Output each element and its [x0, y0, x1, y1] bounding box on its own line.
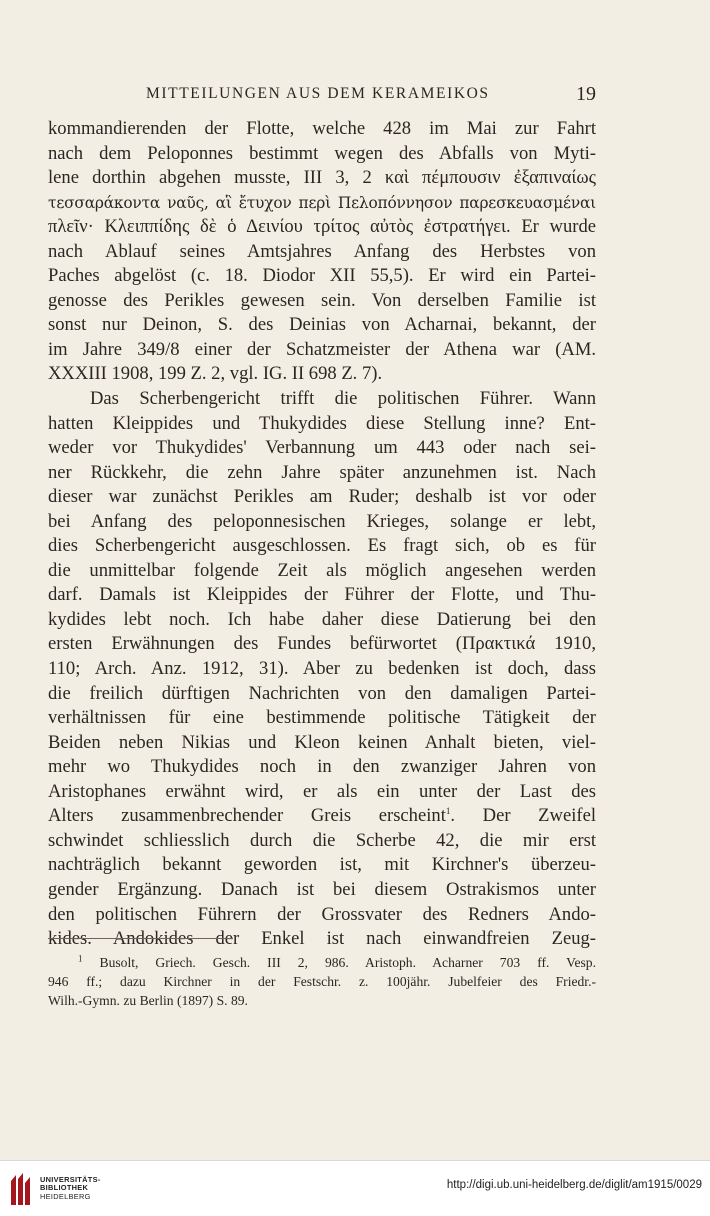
text-line: verhältnissen für eine bestimmende politische Tätigkeit der: [48, 707, 596, 729]
text-line: die freilich dürftigen Nachrichten von den damaligen Partei-: [48, 682, 596, 704]
text-segment: . Der Zweifel: [450, 805, 596, 827]
text-line: nachträglich bekannt geworden ist, mit Kirchner's überzeu-: [48, 854, 596, 876]
text-line: nach Ablauf seines Amtsjahres Anfang des Herbstes von: [48, 240, 596, 262]
footnote-line: 946 ff.; dazu Kirchner in der Festschr. z. 100jähr. Jubelfeier des Friedr.-: [48, 974, 596, 989]
footnote-reference: 1: [445, 806, 451, 817]
text-line: τεσσαράκοντα ναῦς, αἳ ἔτυχον περὶ Πελοπόννησον παρεσκευασμέναι: [48, 193, 596, 212]
text-line: den politischen Führern der Grossvater des Redners Ando-: [48, 903, 596, 925]
text-line: schwindet schliesslich durch die Scherbe 42, die mir erst: [48, 829, 596, 851]
text-line: im Jahre 349/8 einer der Schatzmeister der Athena war (AM.: [48, 338, 596, 360]
text-line: gender Ergänzung. Danach ist bei diesem Ostrakismos unter: [48, 878, 596, 900]
page-number: 19: [576, 83, 596, 105]
text-line: πλεῖν· Κλειππίδης δὲ ὁ Δεινίου τρίτος αὐτὸς ἐστρατήγει. Er wurde: [48, 216, 596, 238]
library-name-line: BIBLIOTHEK: [40, 1183, 89, 1193]
text-line: Beiden neben Nikias und Kleon keinen Anhalt bieten, viel-: [48, 731, 596, 753]
permalink-url[interactable]: http://digi.ub.uni-heidelberg.de/diglit/am1915/0029: [446, 1179, 702, 1191]
university-library-logo-icon: [8, 1171, 34, 1207]
text-line: kides. Andokides der Enkel ist nach einwandfreien Zeug-: [48, 928, 596, 950]
library-name: [40, 1176, 101, 1201]
footnotes: [48, 953, 596, 1010]
text-line: sonst nur Deinon, S. des Deinias von Acharnai, bekannt, der: [48, 314, 596, 336]
library-name-line: UNIVERSITÄTS-: [40, 1175, 101, 1184]
text-line: XXXIII 1908, 199 Z. 2, vgl. IG. II 698 Z. 7).: [48, 363, 383, 385]
footnote-line: Wilh.-Gymn. zu Berlin (1897) S. 89.: [48, 993, 248, 1008]
footnote-number: 1: [78, 953, 83, 964]
footnote-divider: [48, 938, 233, 939]
text-line: dieser war zunächst Perikles am Ruder; deshalb ist vor oder: [48, 486, 596, 508]
text-line: kydides lebt noch. Ich habe daher diese Datierung bei den: [48, 608, 596, 630]
running-head: [48, 85, 596, 111]
text-line: ersten Erwähnungen des Fundes befürwortet (Πρακτικά 1910,: [48, 633, 596, 655]
footnote-line: [48, 953, 596, 972]
text-line: bei Anfang des peloponnesischen Krieges, solange er lebt,: [48, 510, 596, 532]
text-line: darf. Damals ist Kleippides der Führer der Flotte, und Thu-: [48, 584, 596, 606]
text-line: lene dorthin abgehen musste, III 3, 2 καὶ πέμπουσιν ἐξαπιναίως: [48, 167, 596, 189]
text-line: 110; Arch. Anz. 1912, 31). Aber zu bedenken ist doch, dass: [48, 658, 596, 680]
library-name-line: HEIDELBERG: [40, 1191, 91, 1201]
text-line: nach dem Peloponnes bestimmt wegen des Abfalls von Myti-: [48, 142, 596, 164]
library-footer: [0, 1160, 710, 1216]
footnote-text: Busolt, Griech. Gesch. III 2, 986. Aristoph. Acharner 703 ff. Vesp.: [99, 955, 596, 970]
text-line: dies Scherbengericht ausgeschlossen. Es fragt sich, ob es für: [48, 535, 596, 557]
text-line: ner Rückkehr, die zehn Jahre später anzunehmen ist. Nach: [48, 461, 596, 483]
text-line: Paches abgelöst (c. 18. Diodor XII 55,5). Er wird ein Partei-: [48, 265, 596, 287]
text-line: Aristophanes erwähnt wird, er als ein unter der Last des: [48, 780, 596, 802]
text-line: mehr wo Thukydides noch in den zwanziger Jahren von: [48, 756, 596, 778]
text-line: kommandierenden der Flotte, welche 428 im Mai zur Fahrt: [48, 118, 596, 139]
running-title: MITTEILUNGEN AUS DEM KERAMEIKOS: [146, 85, 490, 102]
text-line: genosse des Perikles gewesen sein. Von derselben Familie ist: [48, 289, 596, 311]
text-line: hatten Kleippides und Thukydides diese Stellung inne? Ent-: [48, 412, 596, 434]
text-line-with-footnote: [48, 804, 596, 829]
paragraph-first-line: Das Scherbengericht trifft die politischen Führer. Wann: [90, 388, 596, 410]
text-line: weder vor Thukydides' Verbannung um 443 oder nach sei-: [48, 437, 596, 459]
text-segment: Alters zusammenbrechender Greis erscheint: [48, 805, 446, 827]
body-text: [48, 117, 596, 952]
text-line: die unmittelbar folgende Zeit als möglich angesehen werden: [48, 559, 596, 581]
